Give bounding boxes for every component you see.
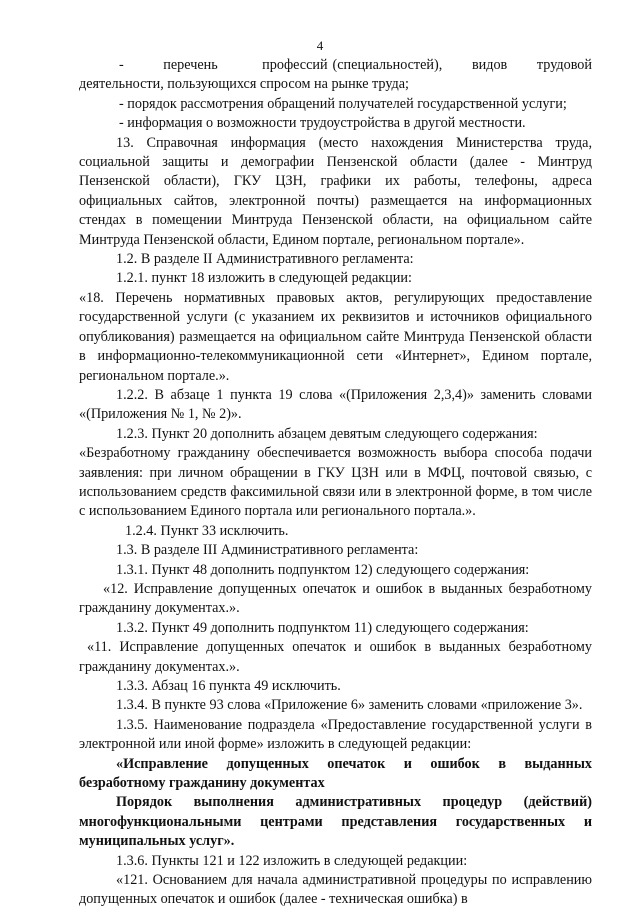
- paragraph-1-3-2: 1.3.2. Пункт 49 дополнить подпунктом 11) следующего содержания:: [116, 619, 529, 636]
- paragraph-reference-info: 13. Справочная информация (место нахождения Министерства труда, социальной защиты и демографии Пензенской области (далее - Минтруд Пензенской области), ГКУ ЦЗН, графики их работы, телефоны, адреса официальных сайтов, электронной почты) размещается на информационных стендах в помещении Минтруда Пензенской области, на официальном сайте Минтруда Пензенской области, Едином портале, региональном портале».: [79, 134, 592, 248]
- paragraph-1-2-3: 1.2.3. Пункт 20 дополнить абзацем девятым следующего содержания:: [116, 425, 538, 442]
- page-number: 4: [316, 38, 324, 53]
- paragraph-1-3-5: 1.3.5. Наименование подраздела «Предоставление государственной услуги в электронной или иной форме» изложить в следующей редакции:: [79, 716, 592, 753]
- paragraph-subitem-11: «11. Исправление допущенных опечаток и ошибок в выданных безработному гражданину документах.».: [79, 639, 592, 675]
- paragraph-1-2-2: 1.2.2. В абзаце 1 пункта 19 слова «(Приложения 2,3,4)» заменить словами «(Приложения № 1, № 2)».: [79, 386, 592, 423]
- paragraph-1-2-1: 1.2.1. пункт 18 изложить в следующей редакции:: [116, 270, 412, 287]
- paragraph-unemployed-choice: «Безработному гражданину обеспечивается возможность выбора способа подачи заявления: при личном обращении в ГКУ ЦЗН или в МФЦ, почтовой связью, с использованием средств факсимильной связи или в электронной форме, в том числе с использованием Единого портала или регионального портала.».: [79, 445, 592, 520]
- paragraph-employment-info: - информация о возможности трудоустройства в другой местности.: [119, 115, 526, 132]
- paragraph-1-2-4: 1.2.4. Пункт 33 исключить.: [125, 522, 289, 539]
- paragraph-1-3-4: 1.3.4. В пункте 93 слова «Приложение 6» заменить словами «приложение 3».: [116, 697, 583, 714]
- paragraph-section-iii: 1.3. В разделе III Административного регламента:: [116, 542, 419, 559]
- paragraph-1-3-6: 1.3.6. Пункты 121 и 122 изложить в следующей редакции:: [116, 852, 468, 869]
- paragraph-section-ii: 1.2. В разделе II Административного регламента:: [116, 251, 414, 268]
- paragraph-heading-mfc-procedure: Порядок выполнения административных процедур (действий) многофункциональными центрами представления государственных и муниципальных услуг».: [79, 794, 592, 850]
- paragraph-subitem-12: «12. Исправление допущенных опечаток и ошибок в выданных безработному гражданину документах.».: [79, 580, 592, 617]
- paragraph-heading-corrections: «Исправление допущенных опечаток и ошибок в выданных безработному гражданину документах: [79, 755, 592, 792]
- paragraph-item-121: «121. Основанием для начала административной процедуры по исправлению допущенных опечаток и ошибок (далее - техническая ошибка) в: [79, 872, 592, 908]
- paragraph-professions-list: - перечень профессий (специальностей), видов трудовой деятельности, пользующихся спросом на рынке труда;: [79, 57, 592, 93]
- paragraph-appeals-procedure: - порядок рассмотрения обращений получателей государственной услуги;: [119, 95, 567, 112]
- document-body: [79, 56, 592, 910]
- paragraph-item-18: «18. Перечень нормативных правовых актов, регулирующих предоставление государственной услуги (с указанием их реквизитов и источников официального опубликования) размещается на официальном сайте Минтруда Пензенской области в информационно-телекоммуникационной сети «Интернет», Едином портале, региональном портале.».: [79, 289, 592, 384]
- paragraph-1-3-3: 1.3.3. Абзац 16 пункта 49 исключить.: [116, 678, 341, 694]
- paragraph-1-3-1: 1.3.1. Пункт 48 дополнить подпунктом 12) следующего содержания:: [116, 561, 530, 578]
